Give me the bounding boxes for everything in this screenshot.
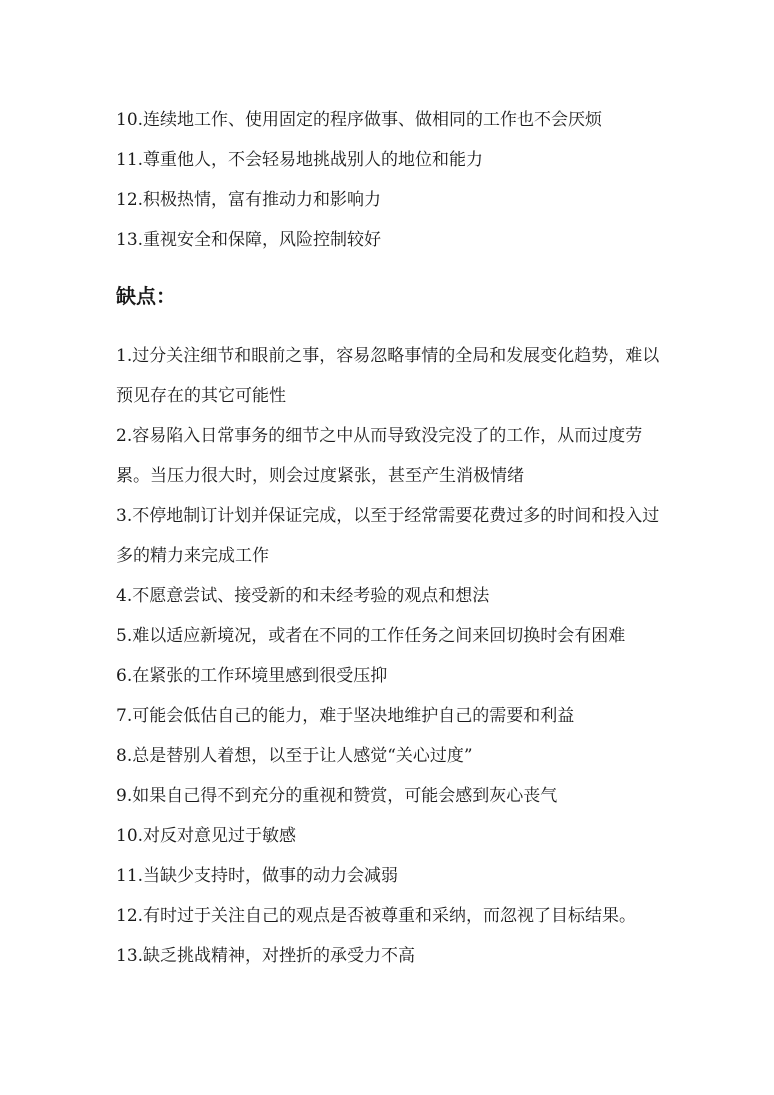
weakness-item-3: 3.不停地制订计划并保证完成，以至于经常需要花费过多的时间和投入过多的精力来完成工作 xyxy=(116,506,660,566)
weakness-item-8: 8.总是替别人着想，以至于让人感觉“关心过度” xyxy=(116,746,473,766)
weakness-item-1: 1.过分关注细节和眼前之事，容易忽略事情的全局和发展变化趋势，难以预见存在的其它可能性 xyxy=(116,346,660,406)
strength-item-13: 13.重视安全和保障，风险控制较好 xyxy=(116,230,382,250)
weakness-item-10: 10.对反对意见过于敏感 xyxy=(116,826,297,846)
weakness-item-12: 12.有时过于关注自己的观点是否被尊重和采纳，而忽视了目标结果。 xyxy=(116,906,637,926)
weakness-item-2: 2.容易陷入日常事务的细节之中从而导致没完没了的工作，从而过度劳累。当压力很大时，则会过度紧张，甚至产生消极情绪 xyxy=(116,426,643,486)
weakness-item-5: 5.难以适应新境况，或者在不同的工作任务之间来回切换时会有困难 xyxy=(116,626,626,646)
weakness-item-7: 7.可能会低估自己的能力，难于坚决地维护自己的需要和利益 xyxy=(116,706,575,726)
weakness-item-4: 4.不愿意尝试、接受新的和未经考验的观点和想法 xyxy=(116,586,490,606)
strength-item-10: 10.连续地工作、使用固定的程序做事、做相同的工作也不会厌烦 xyxy=(116,110,603,130)
strength-item-11: 11.尊重他人，不会轻易地挑战别人的地位和能力 xyxy=(116,150,484,170)
weaknesses-heading: 缺点： xyxy=(116,284,176,308)
weaknesses-list xyxy=(116,336,676,976)
strength-item-12: 12.积极热情，富有推动力和影响力 xyxy=(116,190,382,210)
weakness-item-13: 13.缺乏挑战精神，对挫折的承受力不高 xyxy=(116,946,416,966)
weakness-item-6: 6.在紧张的工作环境里感到很受压抑 xyxy=(116,666,388,686)
weakness-item-11: 11.当缺少支持时，做事的动力会减弱 xyxy=(116,866,399,886)
weakness-item-9: 9.如果自己得不到充分的重视和赞赏，可能会感到灰心丧气 xyxy=(116,786,558,806)
strengths-list xyxy=(116,100,676,260)
